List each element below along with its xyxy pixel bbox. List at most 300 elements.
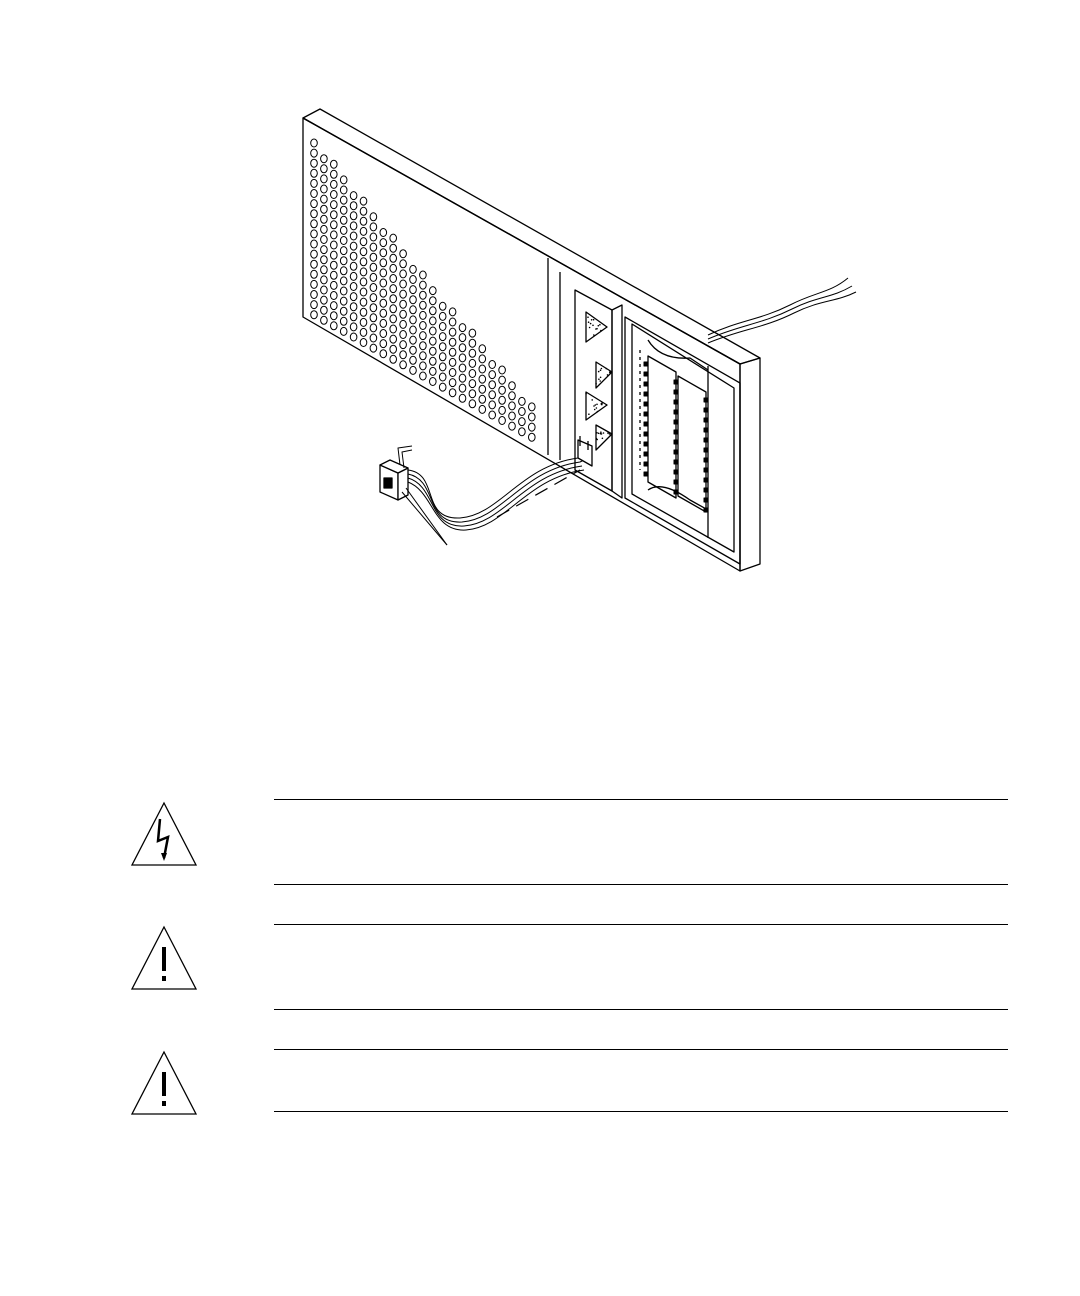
vent-hole [350,192,357,200]
triangle-texture-dot [592,325,594,327]
vent-hole [410,336,417,344]
notice-top-rule [274,1049,1008,1050]
vent-hole [360,318,367,326]
vent-hole [390,285,397,293]
bay-pin [644,422,648,426]
vent-hole [390,234,397,242]
vent-hole [390,244,397,252]
vent-hole [380,269,387,277]
vent-hole [430,378,437,386]
vent-hole [479,375,486,383]
vent-hole [410,326,417,334]
notice-top-rule [274,799,1008,800]
vent-hole [360,217,367,225]
vent-hole [360,288,367,296]
vent-hole [430,317,437,325]
vent-hole [519,418,526,426]
vent-hole [499,417,506,425]
vent-hole [380,309,387,317]
bay-pin [674,440,678,444]
triangle-texture-dot [598,433,600,435]
bay-pin [704,408,708,412]
vent-hole [489,361,496,369]
vent-hole [430,287,437,295]
vent-hole [449,358,456,366]
bay-pin [704,478,708,482]
bay-pin [644,382,648,386]
lightning-bolt-warning-icon [130,801,198,867]
vent-hole [311,230,318,238]
vent-hole [340,307,347,315]
bay-pin [704,418,708,422]
vent-hole [449,369,456,377]
vent-hole [331,292,338,300]
vent-hole [311,280,318,288]
rear-cable-bundle [708,278,856,343]
vent-hole [350,242,357,250]
vent-hole [311,220,318,228]
vent-hole [449,318,456,326]
triangle-texture-dot [596,407,598,409]
bay-pin [644,402,648,406]
vent-hole [380,229,387,237]
triangle-texture-dot [600,431,602,433]
bay-pin [704,428,708,432]
vent-hole [311,270,318,278]
vent-hole [331,281,338,289]
vent-hole [340,317,347,325]
vent-hole [370,243,377,251]
bay-pin [644,462,648,466]
vent-hole [360,268,367,276]
vent-hole [479,345,486,353]
triangle-texture-dot [587,316,589,318]
notice-top-rule [274,924,1008,925]
vent-hole [430,357,437,365]
vent-hole [439,302,446,310]
vent-hole [390,325,397,333]
vent-hole [509,402,516,410]
vent-hole [449,389,456,397]
vent-hole [340,277,347,285]
vent-hole [420,291,427,299]
triangle-texture-dot [601,433,603,435]
vent-hole [311,291,318,299]
triangle-texture-dot [598,325,600,327]
bay-pin [674,380,678,384]
vent-hole [400,331,407,339]
bay-pin [644,372,648,376]
vent-hole [321,225,328,233]
triangle-texture-dot [607,374,609,376]
vent-hole [321,296,328,304]
vent-hole [360,298,367,306]
vent-hole [410,316,417,324]
vent-hole [340,186,347,194]
vent-hole [410,356,417,364]
vent-hole [321,266,328,274]
vent-hole [360,258,367,266]
vent-hole [321,306,328,314]
vent-hole [311,190,318,198]
vent-hole [439,363,446,371]
vent-hole [469,390,476,398]
triangle-texture-dot [596,432,598,434]
vent-hole [331,191,338,199]
vent-hole [439,383,446,391]
bay-pin [644,432,648,436]
vent-hole [390,254,397,262]
vent-hole [311,169,318,177]
triangle-texture-dot [606,326,608,328]
bay-pin [674,490,678,494]
vent-hole [321,175,328,183]
triangle-texture-dot [589,327,591,329]
vent-hole [469,349,476,357]
vent-hole [400,270,407,278]
vent-hole [370,344,377,352]
vent-hole [509,422,516,430]
triangle-texture-dot [588,321,590,323]
vent-hole [459,334,466,342]
vent-hole [340,297,347,305]
bay-pin [704,438,708,442]
triangle-texture-dot [599,380,601,382]
vent-hole [311,159,318,167]
vent-hole [529,413,536,421]
vent-hole [420,332,427,340]
vent-hole [420,311,427,319]
vent-hole [370,284,377,292]
bay-pin [674,410,678,414]
vent-hole [449,348,456,356]
exclamation-warning-icon [130,1050,198,1116]
vent-hole [340,226,347,234]
vent-hole [380,279,387,287]
vent-hole [311,311,318,319]
vent-hole [439,333,446,341]
vent-hole [499,366,506,374]
vent-hole [350,232,357,240]
vent-hole [370,263,377,271]
vent-hole [400,320,407,328]
vent-hole [340,327,347,335]
vent-hole [311,200,318,208]
vent-hole [311,250,318,258]
vent-hole [509,392,516,400]
vent-hole [360,339,367,347]
vent-hole [380,259,387,267]
vent-hole [410,296,417,304]
vent-hole [469,370,476,378]
panel-top-edge [303,109,760,364]
vent-hole [459,354,466,362]
vent-hole [321,155,328,163]
vent-hole [479,405,486,413]
vent-hole [331,231,338,239]
vent-hole [350,333,357,341]
bay-pin [644,452,648,456]
vent-hole [519,397,526,405]
vent-hole [311,179,318,187]
vent-hole [350,272,357,280]
vent-hole [469,380,476,388]
vent-hole [420,281,427,289]
triangle-texture-dot [598,378,600,380]
triangle-texture-dot [585,393,587,395]
vent-hole [331,201,338,209]
vent-hole [420,271,427,279]
vent-hole [479,365,486,373]
vent-hole [350,313,357,321]
vent-hole [390,264,397,272]
notice-bottom-rule [274,1111,1008,1112]
bay-pin [704,498,708,502]
vent-hole [449,328,456,336]
vent-hole [479,385,486,393]
bay-pin [704,448,708,452]
vent-hole [420,372,427,380]
electrical-hazard-notice [130,799,1008,885]
vent-hole [430,337,437,345]
vent-hole [370,314,377,322]
vent-hole [390,315,397,323]
vent-hole [430,367,437,375]
vent-hole [469,359,476,367]
vent-hole [400,290,407,298]
vent-hole [430,307,437,315]
vent-hole [420,352,427,360]
triangle-texture-dot [598,371,600,373]
triangle-texture-dot [611,433,613,435]
vent-hole [360,207,367,215]
bay-pin [704,458,708,462]
bay-pin [674,450,678,454]
vent-hole [380,319,387,327]
vent-hole [489,371,496,379]
bay-pin [674,390,678,394]
triangle-texture-dot [591,399,593,401]
caution-notice [130,1049,1008,1113]
vent-hole [410,276,417,284]
vent-hole [311,139,318,147]
vent-hole [469,329,476,337]
vent-hole [350,222,357,230]
vent-hole [439,373,446,381]
vent-hole [360,238,367,246]
vent-hole [321,246,328,254]
vent-hole [430,347,437,355]
bay-pin [704,488,708,492]
vent-hole [519,408,526,416]
vent-hole [420,301,427,309]
triangle-texture-dot [600,369,602,371]
vent-hole [410,286,417,294]
vent-hole [370,273,377,281]
middle-bay [575,290,622,498]
vent-hole [449,379,456,387]
vent-hole [449,308,456,316]
triangle-texture-dot [595,328,597,330]
vent-hole [321,316,328,324]
notice-bottom-rule [274,1009,1008,1010]
vent-hole [331,271,338,279]
vent-hole [340,206,347,214]
vent-hole [390,335,397,343]
vent-hole [430,297,437,305]
vent-hole [331,211,338,219]
vent-hole [529,423,536,431]
vent-hole [340,196,347,204]
vent-hole [489,391,496,399]
vent-hole [370,294,377,302]
vent-hole [499,396,506,404]
triangle-texture-dot [593,405,595,407]
vent-hole [479,355,486,363]
vent-hole [331,241,338,249]
vent-hole [529,433,536,441]
vent-hole [331,160,338,168]
triangle-texture-dot [610,371,612,373]
vent-hole [420,342,427,350]
vent-hole [459,374,466,382]
triangle-texture-dot [595,404,597,406]
bay-pin [644,412,648,416]
vent-hole [340,257,347,265]
bay-pin [674,460,678,464]
triangle-texture-dot [600,403,602,405]
vent-hole [380,350,387,358]
caution-notice [130,924,1008,1010]
vent-hole [350,303,357,311]
vent-hole [459,364,466,372]
triangle-texture-dot [602,438,604,440]
vent-hole [509,382,516,390]
vent-hole [410,265,417,273]
vent-hole [459,384,466,392]
vent-hole [360,248,367,256]
bay-pin [644,472,648,476]
vent-hole [311,260,318,268]
vent-hole [331,322,338,330]
vent-hole [499,386,506,394]
bay-pin [674,480,678,484]
vent-hole [380,249,387,257]
vent-hole [350,323,357,331]
vent-hole [350,283,357,291]
triangle-texture-dot [603,432,605,434]
vent-hole [459,344,466,352]
vent-hole [400,341,407,349]
vent-hole [380,299,387,307]
triangle-texture-dot [593,334,595,336]
vent-hole [321,165,328,173]
vent-hole [340,247,347,255]
vent-hole [479,395,486,403]
vent-hole [400,310,407,318]
triangle-texture-dot [600,377,602,379]
vent-hole [400,250,407,258]
vent-hole [321,236,328,244]
vent-hole [340,216,347,224]
triangle-texture-dot [590,323,592,325]
triangle-texture-dot [601,368,603,370]
triangle-texture-dot [595,383,597,385]
vent-hole [331,251,338,259]
vent-hole [370,324,377,332]
triangle-texture-dot [594,409,596,411]
vent-hole [519,428,526,436]
vent-hole [350,252,357,260]
vent-hole [321,276,328,284]
triangle-texture-dot [593,319,595,321]
vent-hole [439,343,446,351]
vent-hole [311,301,318,309]
bay-pin [674,470,678,474]
vent-hole [400,300,407,308]
vent-hole [390,275,397,283]
notice-bottom-rule [274,884,1008,885]
vent-hole [439,323,446,331]
vent-hole [489,411,496,419]
vent-hole [400,260,407,268]
bezel-illustration [0,0,1080,600]
bay-pin [704,468,708,472]
bay-pin [704,398,708,402]
vent-hole [380,330,387,338]
vent-hole [449,338,456,346]
vent-hole [390,345,397,353]
vent-hole [380,289,387,297]
panel-right-edge [740,358,760,571]
vent-hole [489,401,496,409]
vent-hole [331,221,338,229]
triangle-texture-dot [609,433,611,435]
vent-hole [529,403,536,411]
vent-hole [340,267,347,275]
vent-hole [489,381,496,389]
vent-hole [410,366,417,374]
vent-hole [420,362,427,370]
vent-hole [509,412,516,420]
vent-hole [459,394,466,402]
vent-hole [370,213,377,221]
vent-hole [321,256,328,264]
vent-hole [340,237,347,245]
vent-hole [499,376,506,384]
vent-hole [439,353,446,361]
vent-hole [321,195,328,203]
triangle-texture-dot [599,324,601,326]
vent-hole [360,227,367,235]
vent-hole [331,180,338,188]
triangle-texture-dot [607,432,609,434]
vent-hole [321,205,328,213]
bay-pin [674,430,678,434]
vent-hole [311,210,318,218]
vent-hole [370,304,377,312]
exclamation-warning-icon [130,925,198,991]
bay-pin [704,508,708,512]
switch-cable [408,452,592,530]
vent-hole [400,351,407,359]
vent-hole [459,324,466,332]
vent-hole [469,400,476,408]
vent-hole [311,149,318,157]
vent-hole [390,305,397,313]
vent-hole [420,322,427,330]
triangle-texture-dot [597,411,599,413]
